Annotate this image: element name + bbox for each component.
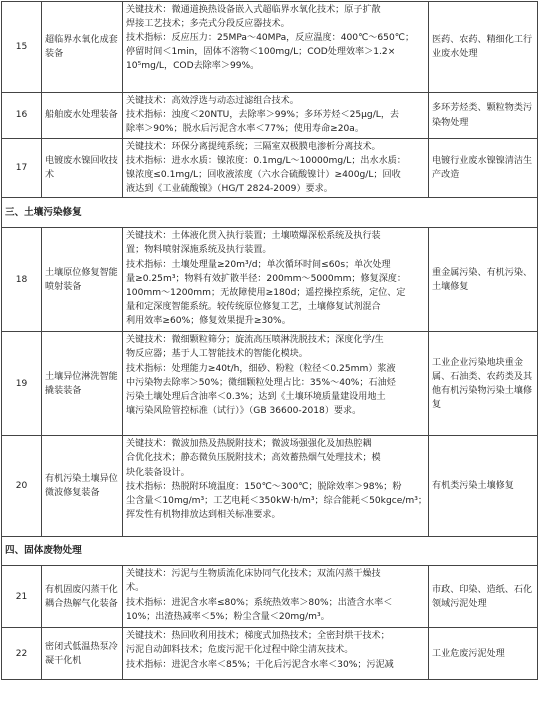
description-line: 技术指标：进泥含水率≤80%；系统热效率＞80%；出渣含水率＜ — [126, 597, 393, 608]
technical-description — [123, 93, 429, 139]
row-number: 17 — [2, 139, 42, 198]
technical-description — [123, 139, 429, 198]
description-line: 块化装备设计。 — [126, 467, 190, 478]
description-line: 尘含量＜10mg/m³；工艺电耗＜350kW·h/m³；综合能耗＜50kgce/m³； — [126, 495, 427, 506]
equipment-name: 土壤原位修复智能喷射装备 — [42, 228, 123, 332]
description-line: 关键技术：微波加热及热脱附技术；微波场强强化及加热腔耦 — [126, 439, 372, 450]
application-field: 有机类污染土壤修复 — [429, 436, 538, 537]
row-number: 22 — [2, 628, 42, 680]
table-row — [2, 332, 538, 436]
description-line: 技术指标：浊度＜20NTU，去除率＞99%；多环芳烃＜25μg/L，去 — [126, 110, 400, 121]
table-body — [2, 2, 538, 680]
description-line: 10%；出渣热减率＜5%；粉尘含量＜20mg/m³。 — [126, 611, 330, 622]
description-line: 关键技术：高效浮选与动态过滤组合技术。 — [126, 96, 299, 106]
application-field: 多环芳烃类、颗粒物类污染物处理 — [429, 93, 538, 139]
table-row — [2, 566, 538, 628]
description-line: 技术指标：进泥含水率＜85%；干化后污泥含水率＜30%；污泥减 — [126, 659, 394, 670]
description-line: 置；物料喷射深施系统及执行装置。 — [126, 245, 272, 256]
equipment-name: 超临界水氧化成套装备 — [42, 2, 123, 93]
description-line: 污泥自动卸料技术；危废污泥干化过程中除尘清灰技术。 — [126, 645, 354, 656]
section-header-row — [2, 198, 538, 228]
equipment-name: 有机污染土壤异位微波修复装备 — [42, 436, 123, 537]
description-line: 量和定深度智能系统。较传统原位修复工艺，土壤修复试剂混合 — [126, 301, 381, 312]
technical-description — [123, 332, 429, 436]
equipment-name: 有机固废闪蒸干化耦合热解气化装备 — [42, 566, 123, 628]
equipment-name: 电镀废水镍回收技术 — [42, 139, 123, 198]
row-number: 18 — [2, 228, 42, 332]
table-row — [2, 2, 538, 93]
description-line: 技术指标：反应压力：25MPa～40MPa，反应温度：400℃～650℃； — [126, 33, 415, 44]
row-number: 19 — [2, 332, 42, 436]
equipment-table — [1, 1, 538, 680]
equipment-name: 船舶废水处理装备 — [42, 93, 123, 139]
section-header-row — [2, 537, 538, 566]
description-line: 关键技术：微通道换热设备嵌入式超临界水氧化技术；原子扩散 — [126, 5, 381, 15]
table-row — [2, 228, 538, 332]
row-number: 20 — [2, 436, 42, 537]
description-line: 技术指标：处理能力≥40t/h，细砂、粉粒（粒径＜0.25mm）浆液 — [126, 363, 396, 374]
section-title: 四、固体废物处理 — [2, 537, 538, 566]
description-line: 镍浓度≤0.1mg/L；回收液浓度（六水合硫酸镍计）≥400g/L；回收 — [126, 170, 401, 181]
description-line: 关键技术：环保分离提纯系统；三隔室双极膜电渗析分离技术。 — [126, 142, 381, 152]
description-line: 关键技术：热回收利用技术；梯度式加热技术；全密封烘干技术； — [126, 631, 390, 642]
description-line: 术。 — [126, 583, 145, 594]
description-line: 停留时间＜1min，固体不溶物＜100mg/L；COD处理效率＞1.2× — [126, 47, 396, 58]
application-field: 重金属污染、有机污染、土壤修复 — [429, 228, 538, 332]
table-row — [2, 139, 538, 198]
row-number: 15 — [2, 2, 42, 93]
row-number: 21 — [2, 566, 42, 628]
description-line: 关键技术：污泥与生物质流化床协同气化技术；双流闪蒸干燥技 — [126, 569, 381, 580]
description-line: 挥发性有机物排放达到相关标准要求。 — [126, 509, 281, 520]
technical-description — [123, 228, 429, 332]
description-line: 中污染物去除率＞50%；微细颗粒处理占比：35%～40%；石油烃 — [126, 377, 396, 388]
table-row — [2, 436, 538, 537]
table-row — [2, 93, 538, 139]
description-line: 量≥0.25m³；物料有效扩散半径：200mm～5000mm；修复深度： — [126, 273, 406, 284]
description-line: 物反应器；基于人工智能技术的智能化模块。 — [126, 349, 308, 360]
description-line: 10⁵mg/L，COD去除率＞99%。 — [126, 61, 260, 72]
equipment-name: 密闭式低温热泵冷凝干化机 — [42, 628, 123, 680]
table-row — [2, 628, 538, 680]
row-number: 16 — [2, 93, 42, 139]
application-field: 市政、印染、造纸、石化领域污泥处理 — [429, 566, 538, 628]
equipment-name: 土壤异位淋洗智能撬装装备 — [42, 332, 123, 436]
description-line: 壤污染风险管控标准（试行）》（GB 36600-2018）要求。 — [126, 405, 362, 416]
technical-description — [123, 2, 429, 93]
description-line: 100mm～1200mm；无故障使用≥180d；遥控操控系统，定位、定 — [126, 287, 406, 298]
description-line: 合优化技术；静态微负压脱附技术；高效蓄热烟气处理技术；模 — [126, 453, 381, 464]
application-field: 医药、农药、精细化工行业废水处理 — [429, 2, 538, 93]
description-line: 污染土壤处理后含油率＜0.3%；达到《土壤环境质量建设用地土 — [126, 391, 386, 402]
technical-description — [123, 566, 429, 628]
description-line: 技术指标：进水水质：镍浓度：0.1mg/L～10000mg/L；出水水质： — [126, 156, 406, 167]
application-field: 电镀行业废水镍镍清洁生产改造 — [429, 139, 538, 198]
description-line: 技术指标：土壤处理量≥20m³/d；单次循环时间≤60s；单次处理 — [126, 259, 391, 270]
description-line: 关键技术：微细颗粒筛分；旋流高压喷淋洗脱技术；深度化学/生 — [126, 335, 384, 346]
application-field: 工业企业污染地块重金属、石油类、农药类及其他有机污染物污染土壤修复 — [429, 332, 538, 436]
application-field: 工业危废污泥处理 — [429, 628, 538, 680]
technical-description — [123, 628, 429, 680]
description-line: 液达到《工业硫酸镍》（HG/T 2824-2009）要求。 — [126, 184, 333, 195]
technical-description — [123, 436, 429, 537]
description-line: 除率＞90%；脱水后污泥含水率＜77%；使用寿命≥20a。 — [126, 124, 364, 135]
description-line: 利用效率≥60%；修复效果提升≥30%。 — [126, 315, 291, 326]
description-line: 关键技术：土体液化贯入执行装置；土壤喷爆深松系统及执行装 — [126, 231, 381, 242]
section-title: 三、土壤污染修复 — [2, 198, 538, 228]
description-line: 技术指标：热脱附环境温度：150℃～300℃；脱除效率＞98%；粉 — [126, 481, 402, 492]
description-line: 焊接工艺技术；多壳式分段反应器技术。 — [126, 19, 290, 30]
